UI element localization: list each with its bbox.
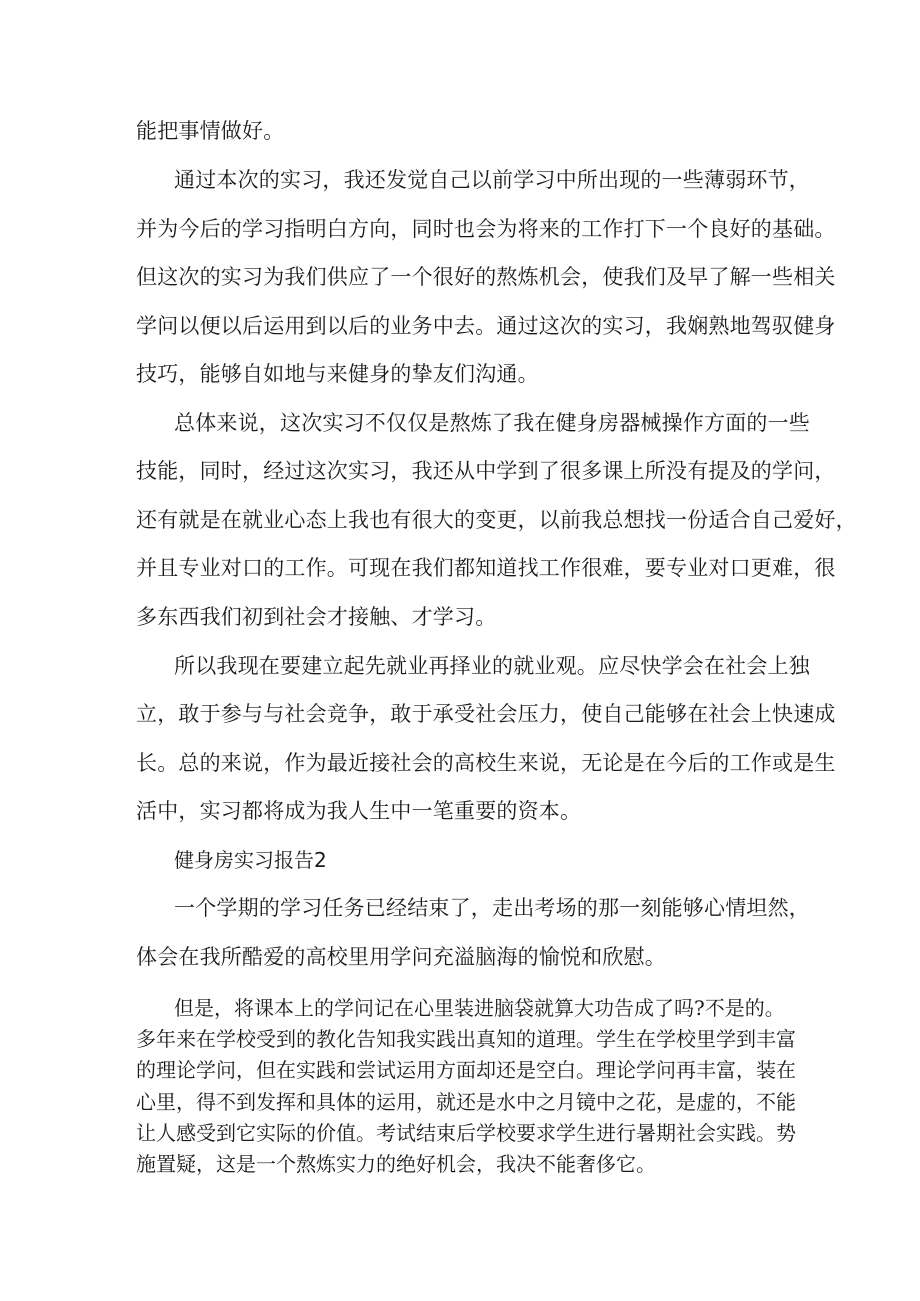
paragraph-3-line-4: 并且专业对口的工作。可现在我们都知道找工作很难，要专业对口更难，很 <box>136 556 836 580</box>
paragraph-1-line-1: 能把事情做好。 <box>136 119 285 143</box>
section-heading: 健身房实习报告2 <box>174 848 327 872</box>
paragraph-6-line-5: 让人感受到它实际的价值。考试结束后学校要求学生进行暑期社会实践。势 <box>136 1121 796 1145</box>
paragraph-2-line-4: 学问以便以后运用到以后的业务中去。通过这次的实习，我娴熟地驾驭健身 <box>136 314 836 338</box>
paragraph-4-line-3: 长。总的来说，作为最近接社会的高校生来说，无论是在今后的工作或是生 <box>136 751 836 775</box>
paragraph-3-line-3: 还有就是在就业心态上我也有很大的变更，以前我总想找一份适合自己爱好， <box>136 508 857 532</box>
paragraph-4-line-2: 立，敢于参与与社会竞争，敢于承受社会压力，使自己能够在社会上快速成 <box>136 702 836 726</box>
paragraph-4-line-4: 活中，实习都将成为我人生中一笔重要的资本。 <box>136 799 582 823</box>
paragraph-3-line-2: 技能，同时，经过这次实习，我还从中学到了很多课上所没有提及的学问， <box>136 459 836 483</box>
paragraph-2-line-3: 但这次的实习为我们供应了一个很好的熬炼机会，使我们及早了解一些相关 <box>136 265 836 289</box>
paragraph-6-line-1: 但是，将课本上的学问记在心里装进脑袋就算大功告成了吗?不是的。 <box>174 996 785 1020</box>
paragraph-2-line-2: 并为今后的学习指明白方向，同时也会为将来的工作打下一个良好的基础。 <box>136 217 836 241</box>
paragraph-6-line-6: 施置疑，这是一个熬炼实力的绝好机会，我决不能奢侈它。 <box>136 1152 656 1176</box>
paragraph-2-line-5: 技巧，能够自如地与来健身的挚友们沟通。 <box>136 362 539 386</box>
paragraph-5-line-1: 一个学期的学习任务已经结束了，走出考场的那一刻能够心情坦然， <box>174 896 810 920</box>
paragraph-5-line-2: 体会在我所酷爱的高校里用学问充溢脑海的愉悦和欣慰。 <box>136 945 666 969</box>
paragraph-2-line-1: 通过本次的实习，我还发觉自己以前学习中所出现的一些薄弱环节， <box>174 168 810 192</box>
paragraph-3-line-5: 多东西我们初到社会才接触、才学习。 <box>136 605 497 629</box>
paragraph-6-line-3: 的理论学问，但在实践和尝试运用方面却还是空白。理论学问再丰富，装在 <box>136 1058 796 1082</box>
paragraph-6-line-2: 多年来在学校受到的教化告知我实践出真知的道理。学生在学校里学到丰富 <box>136 1027 796 1051</box>
paragraph-4-line-1: 所以我现在要建立起先就业再择业的就业观。应尽快学会在社会上独 <box>174 654 810 678</box>
paragraph-6-line-4: 心里，得不到发挥和具体的运用，就还是水中之月镜中之花，是虚的，不能 <box>136 1090 796 1114</box>
paragraph-3-line-1: 总体来说，这次实习不仅仅是熬炼了我在健身房器械操作方面的一些 <box>174 411 810 435</box>
